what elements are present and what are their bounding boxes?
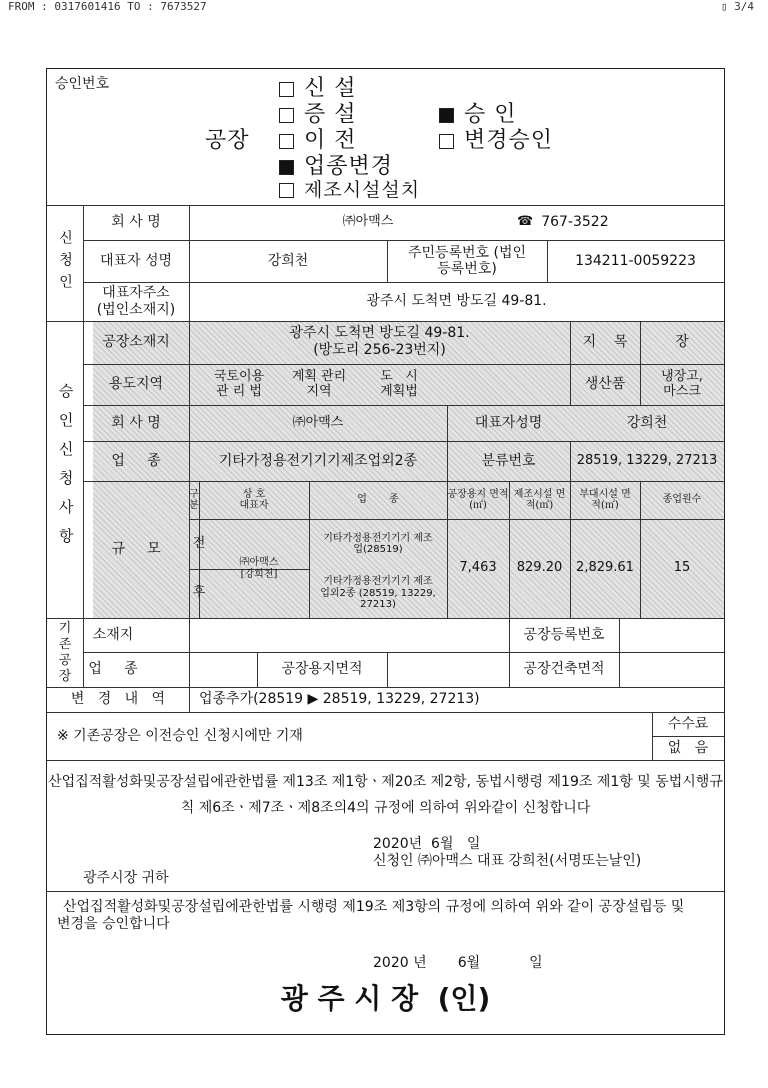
representative-label: 대표자 성명 xyxy=(99,252,173,269)
classification-label: 분류번호 xyxy=(481,452,536,469)
zoning-label: 용도지역 xyxy=(108,376,164,393)
fee-label: 수수료 xyxy=(667,715,709,732)
existing-building-area-label: 공장건축면적 xyxy=(523,661,605,678)
factory-location xyxy=(189,325,570,359)
option-industry-change[interactable]: 업종변경 xyxy=(279,149,393,180)
company-name-label: 회 사 명 xyxy=(111,214,161,231)
application-company: ㈜아맥스 xyxy=(292,414,344,430)
company-phone: ☎ 767-3522 xyxy=(517,214,609,231)
zoning-planned-management: 계획 관리지역 xyxy=(291,368,347,399)
employee-count: 15 xyxy=(673,560,691,576)
option-change-approve[interactable]: 변경승인 xyxy=(439,123,553,154)
industry-label: 업 종 xyxy=(111,452,161,469)
product-label: 생산품 xyxy=(584,376,626,393)
auxiliary-area: 2,829.61 xyxy=(576,560,634,576)
note: ※ 기존공장은 이전승인 신청시에만 기재 xyxy=(57,727,303,744)
product: 냉장고, 마스크 xyxy=(661,368,703,399)
industry: 기타가정용전기기기제조업외2종 xyxy=(218,452,418,469)
scale-header-division: 구분 xyxy=(189,488,199,511)
scale-label: 규 모 xyxy=(111,541,161,558)
scale-after-industry: 기타가정용전기기기 제조업외2종 (28519, 13229, 27213) xyxy=(320,576,436,611)
approval-number-label: 승인번호 xyxy=(55,76,110,92)
option-new[interactable]: 신 설 xyxy=(279,71,357,102)
scale-header-industry: 업 종 xyxy=(357,494,399,506)
scale-header-land-area: 공장용지 면적(㎡) xyxy=(447,488,509,511)
existing-reg-no-label: 공장등록번호 xyxy=(523,626,605,643)
existing-industry-label: 업 종 xyxy=(88,661,138,678)
manufacturing-area: 829.20 xyxy=(516,560,563,576)
company-name: ㈜아맥스 xyxy=(342,214,394,230)
approval-date: 2020 년 6월 일 xyxy=(373,955,543,971)
checkbox-icon xyxy=(439,134,454,149)
checkbox-icon xyxy=(279,183,294,198)
existing-section-label: 기존공장 xyxy=(58,620,72,684)
fee: 없 음 xyxy=(667,739,709,756)
zoning-national-land: 국토이용 관 리 법 xyxy=(213,368,265,399)
option-relocate[interactable]: 이 전 xyxy=(279,123,357,154)
fax-header: FROM : 0317601416 TO : 7673527 xyxy=(8,0,207,13)
application-section-label: 승인신청사항 xyxy=(56,382,75,557)
scale-company: ㈜아맥스 [강희천] xyxy=(239,557,279,580)
application-rep: 강희천 xyxy=(626,414,668,431)
address-label: 대표자주소 (법인소재지) xyxy=(96,285,176,318)
classification-codes: 28519, 13229, 27213 xyxy=(576,452,718,468)
scale-before-label: 전 xyxy=(192,535,206,551)
registration-number-label: 주민등록번호 (법인등록번호) xyxy=(407,244,527,277)
checkbox-checked-icon xyxy=(439,108,454,123)
approval-statement: 산업집적활성화및공장설립에관한법률 시행령 제19조 제3항의 규정에 의하여 위와 같이 공장설립등 및 변경을 승인합니다 xyxy=(57,899,685,932)
addressee: 광주시장 귀하 xyxy=(83,870,169,886)
application-statement: 산업집적활성화및공장설립에관한법률 제13조 제1항ㆍ제20조 제2항, 동법시행령 제19조 제1항 및 동법시행규칙 제6조ㆍ제7조ㆍ제8조의4의 규정에 의하여 위와같이 신청합니다 xyxy=(48,774,723,816)
application-rep-label: 대표자성명 xyxy=(474,414,543,431)
change-details: 업종추가(28519 ▶ 28519, 13229, 27213) xyxy=(199,691,480,708)
applicant-signature: 신청인 ㈜아맥스 대표 강희천(서명또는날인) xyxy=(373,853,642,869)
mayor-seal-line: 광 주 시 장 (인) xyxy=(280,982,491,1015)
application-company-label: 회 사 명 xyxy=(111,414,161,431)
scale-header-company: 상 호 대표자 xyxy=(239,488,269,511)
factory-location-main: 광주시 도척면 방도길 49-81. xyxy=(289,325,470,341)
option-facility-install[interactable]: 제조시설설치 xyxy=(279,175,420,202)
application-date: 2020년 6월 일 xyxy=(373,836,481,852)
representative-name: 강희천 xyxy=(267,252,309,269)
land-category: 장 xyxy=(675,334,689,351)
checkbox-checked-icon xyxy=(279,160,294,175)
existing-land-area-label: 공장용지면적 xyxy=(281,661,363,678)
factory-approval-form xyxy=(46,68,725,1035)
fax-page-number: ▯ 3/4 xyxy=(720,0,754,13)
applicant-section-label: 신청인 xyxy=(57,230,74,296)
scale-header-mfg-area: 제조시설 면적(㎡) xyxy=(513,488,566,511)
scale-header-aux-area: 부대시설 면적(㎡) xyxy=(579,488,631,511)
factory-location-label: 공장소재지 xyxy=(102,334,170,351)
telephone-icon: ☎ xyxy=(517,214,534,230)
registration-number: 134211-0059223 xyxy=(575,252,696,269)
checkbox-icon xyxy=(279,134,294,149)
option-approve[interactable]: 승 인 xyxy=(439,97,517,128)
scale-before-industry: 기타가정용전기기기 제조업(28519) xyxy=(323,532,433,555)
land-category-label: 지 목 xyxy=(582,334,628,351)
checkbox-icon xyxy=(279,108,294,123)
land-area: 7,463 xyxy=(459,560,497,576)
checkbox-icon xyxy=(279,82,294,97)
factory-location-sub: (방도리 256-23번지) xyxy=(313,342,446,358)
zoning-urban-plan: 도 시 계획법 xyxy=(380,368,422,399)
option-expand[interactable]: 증 설 xyxy=(279,97,357,128)
scale-after-label: 후 xyxy=(192,585,206,601)
existing-location-label: 소재지 xyxy=(92,626,134,643)
change-details-label: 변 경 내 역 xyxy=(70,691,166,708)
scale-header-employees: 종업원수 xyxy=(662,494,702,506)
page-number: 3/4 xyxy=(734,0,754,13)
representative-address: 광주시 도척면 방도길 49-81. xyxy=(366,293,547,310)
factory-label: 공장 xyxy=(205,128,250,153)
